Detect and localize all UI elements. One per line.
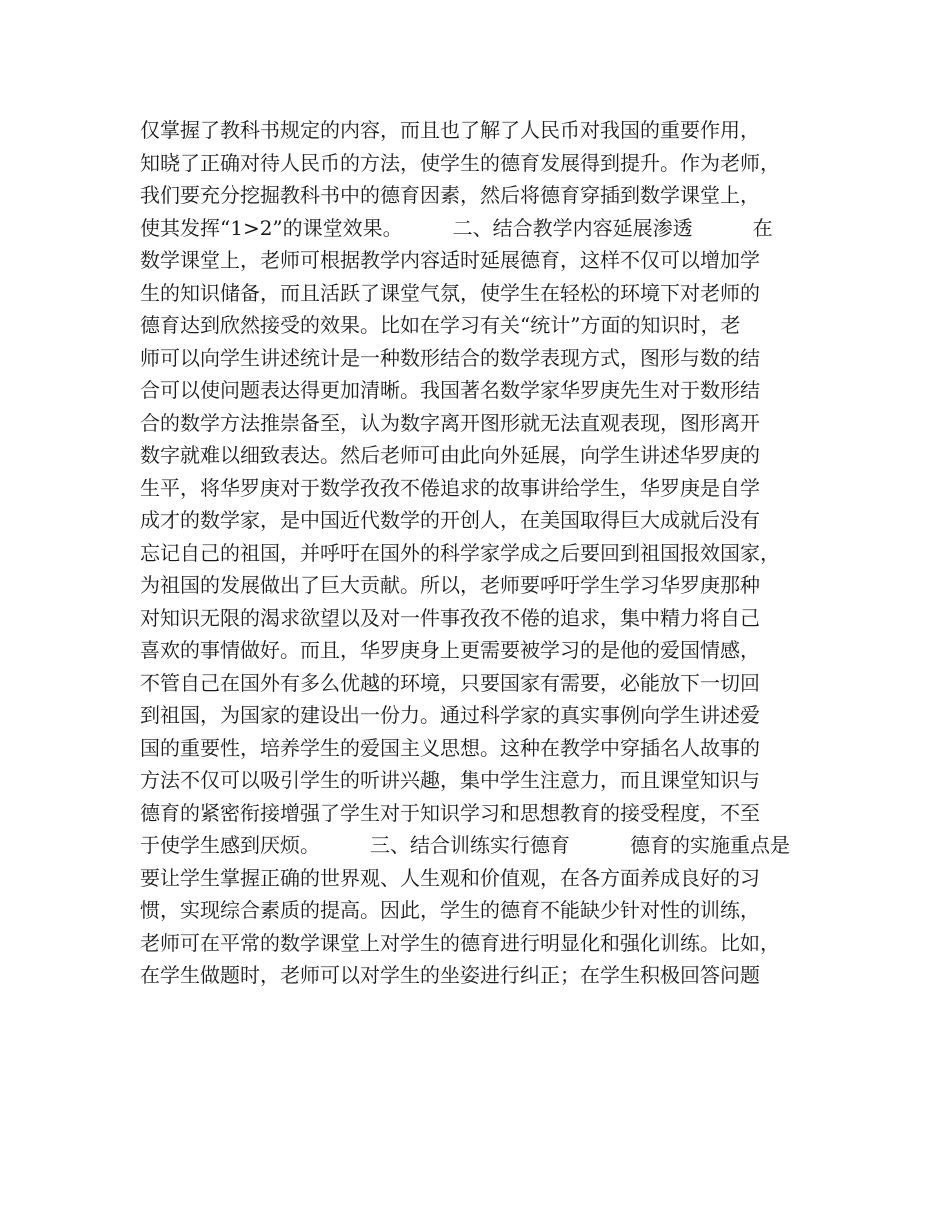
text-line: 对知识无限的渴求欲望以及对一件事孜孜不倦的追求，集中精力将自己 [140,605,760,630]
text-line: 老师可在平常的数学课堂上对学生的德育进行明显化和强化训练。比如， [140,930,780,955]
text-line: 到祖国，为国家的建设出一份力。通过科学家的真实事例向学生讲述爱 [140,703,760,727]
text-line: 知晓了正确对待人民币的方法，使学生的德育发展得到提升。作为老师， [140,150,780,175]
text-line: 成才的数学家，是中国近代数学的开创人，在美国取得巨大成就后没有 [140,508,760,532]
text-line: 在学生做题时，老师可以对学生的坐姿进行纠正；在学生积极回答问题 [140,963,760,987]
text-line: 数学课堂上，老师可根据教学内容适时延展德育，这样不仅可以增加学 [140,248,760,272]
text-line: 喜欢的事情做好。而且，华罗庚身上更需要被学习的是他的爱国情感， [140,638,760,662]
text-line: 要让学生掌握正确的世界观、人生观和价值观，在各方面养成良好的习 [140,865,760,890]
text-line: 国的重要性，培养学生的爱国主义思想。这种在教学中穿插名人故事的 [140,735,760,760]
text-line: 生的知识储备，而且活跃了课堂气氛，使学生在轻松的环境下对老师的 [140,280,760,305]
text-line: 合的数学方法推崇备至，认为数字离开图形就无法直观表现，图形离开 [140,410,760,435]
text-line: 于使学生感到厌烦。 三、结合训练实行德育 德育的实施重点是 [140,833,790,857]
text-line: 数字就难以细致表达。然后老师可由此向外延展，向学生讲述华罗庚的 [140,443,760,467]
text-line: 惯，实现综合素质的提高。因此，学生的德育不能缺少针对性的训练， [140,898,760,922]
text-line: 为祖国的发展做出了巨大贡献。所以，老师要呼吁学生学习华罗庚那种 [140,573,760,597]
text-line: 仅掌握了教科书规定的内容，而且也了解了人民币对我国的重要作用， [140,118,760,142]
text-line: 德育的紧密衔接增强了学生对于知识学习和思想教育的接受程度，不至 [140,800,760,825]
text-line: 使其发挥“1>2”的课堂效果。 二、结合教学内容延展渗透 在 [140,215,773,240]
text-line: 师可以向学生讲述统计是一种数形结合的数学表现方式，图形与数的结 [140,345,760,370]
text-line: 我们要充分挖掘教科书中的德育因素，然后将德育穿插到数学课堂上， [140,183,760,207]
text-line: 不管自己在国外有多么优越的环境，只要国家有需要，必能放下一切回 [140,670,760,695]
text-line: 忘记自己的祖国，并呼吁在国外的科学家学成之后要回到祖国报效国家， [140,540,780,565]
text-line: 生平，将华罗庚对于数学孜孜不倦追求的故事讲给学生，华罗庚是自学 [140,475,760,500]
text-line: 方法不仅可以吸引学生的听讲兴趣，集中学生注意力，而且课堂知识与 [140,768,760,792]
text-line: 德育达到欣然接受的效果。比如在学习有关“统计”方面的知识时，老 [140,313,741,337]
text-line: 合可以使问题表达得更加清晰。我国著名数学家华罗庚先生对于数形结 [140,378,760,402]
body-text [140,114,840,992]
